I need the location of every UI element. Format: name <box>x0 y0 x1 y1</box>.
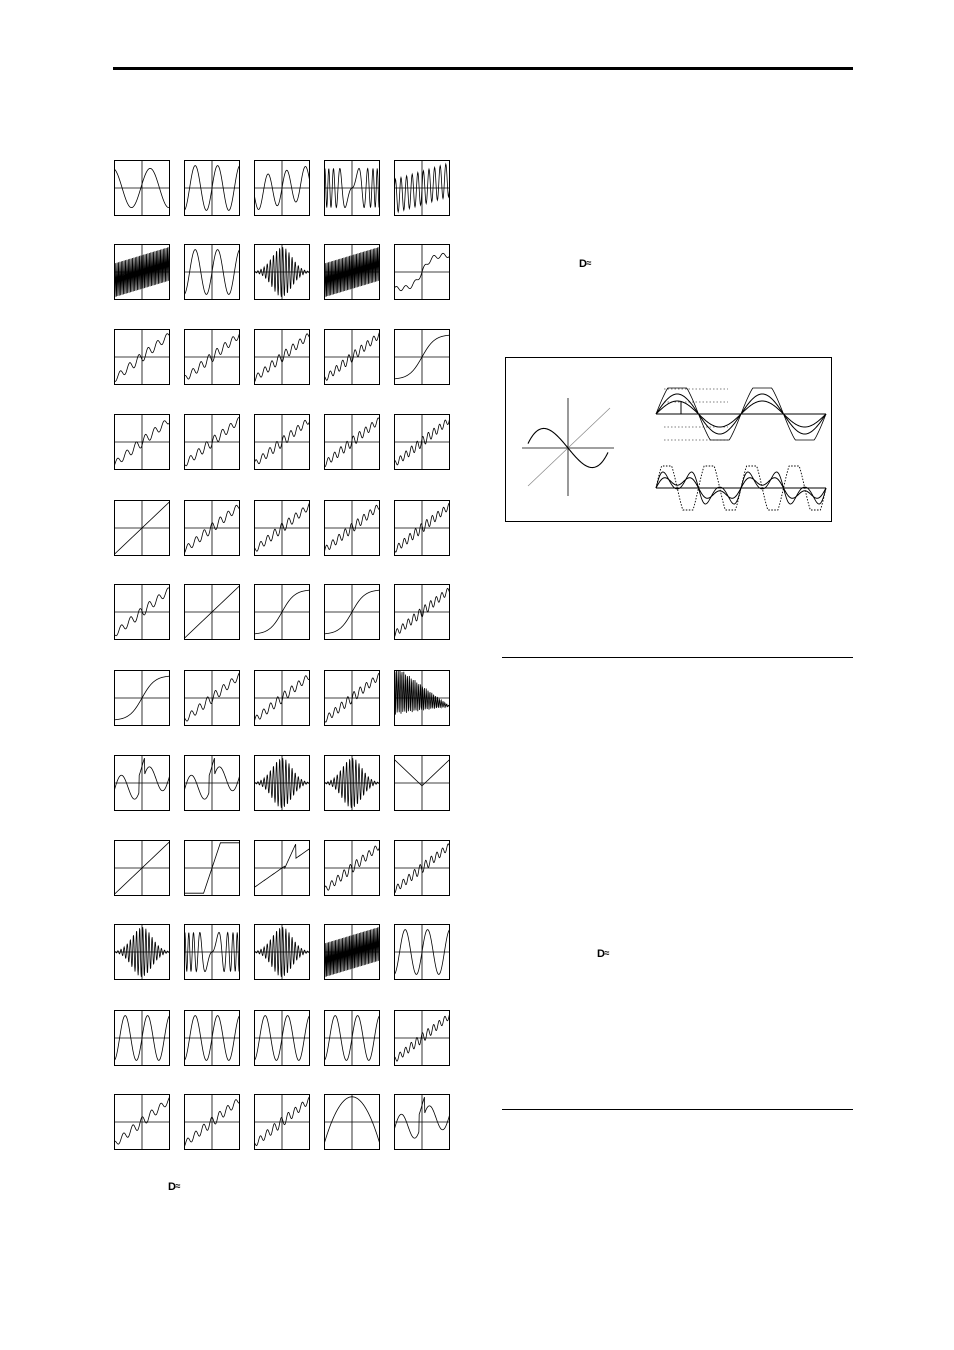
waveshape-graph <box>254 1010 310 1066</box>
waveshape-graph <box>394 840 450 896</box>
waveshape-graph <box>114 160 170 216</box>
waveshape-svg <box>114 1010 170 1066</box>
waveshape-svg <box>324 1010 380 1066</box>
symbol-letter: D <box>597 948 605 960</box>
symbol-letter: D <box>579 258 587 270</box>
waveshape-graph <box>394 1094 450 1150</box>
waveshape-svg <box>324 1094 380 1150</box>
waveshape-svg <box>254 244 310 300</box>
waveshape-graph <box>324 500 380 556</box>
waveshape-graph <box>394 1010 450 1066</box>
waveshape-svg <box>394 500 450 556</box>
waveshape-graph <box>114 500 170 556</box>
transfer-curve-panel <box>522 398 614 496</box>
waveshape-graph <box>394 755 450 811</box>
waveshape-svg <box>324 329 380 385</box>
diagram-svg <box>506 358 831 521</box>
waveshape-graph <box>254 840 310 896</box>
waveshape-svg <box>254 924 310 980</box>
waveshape-svg <box>254 500 310 556</box>
shaped-output-panel <box>656 466 826 510</box>
waveshape-graph <box>114 414 170 470</box>
waveshape-graph <box>394 500 450 556</box>
waveshape-svg <box>394 244 450 300</box>
waveshape-graph <box>254 329 310 385</box>
waveshape-graph <box>324 244 380 300</box>
waveshape-graph <box>254 1094 310 1150</box>
waveshape-svg <box>254 584 310 640</box>
waveshape-graph <box>184 1010 240 1066</box>
waveshape-svg <box>254 414 310 470</box>
symbol-tail: ≈ <box>604 948 609 958</box>
waveshape-graph <box>394 244 450 300</box>
symbol-letter: D <box>168 1181 176 1193</box>
waveshape-svg <box>324 160 380 216</box>
waveshape-graph <box>324 670 380 726</box>
waveshape-svg <box>324 670 380 726</box>
waveshape-graph <box>114 1094 170 1150</box>
waveshape-graph <box>394 160 450 216</box>
waveshape-graph <box>394 414 450 470</box>
waveshape-graph <box>184 160 240 216</box>
waveshape-svg <box>324 755 380 811</box>
waveshape-graph <box>114 584 170 640</box>
waveshape-svg <box>114 329 170 385</box>
waveshape-svg <box>394 1094 450 1150</box>
waveshape-svg <box>184 500 240 556</box>
waveshape-graph <box>184 1094 240 1150</box>
waveshape-graph <box>184 670 240 726</box>
waveshape-svg <box>114 670 170 726</box>
waveshape-graph <box>254 414 310 470</box>
waveshape-graph <box>324 414 380 470</box>
waveshape-svg <box>324 924 380 980</box>
waveshape-graph <box>254 670 310 726</box>
waveshape-svg <box>324 414 380 470</box>
waveshape-graph <box>184 840 240 896</box>
waveshape-graph <box>254 755 310 811</box>
waveshape-graph <box>114 1010 170 1066</box>
waveshape-svg <box>114 755 170 811</box>
waveshape-graph <box>184 584 240 640</box>
waveshape-svg <box>394 755 450 811</box>
waveshape-graph <box>394 329 450 385</box>
waveshape-svg <box>184 244 240 300</box>
waveshape-svg <box>184 1094 240 1150</box>
waveshape-graph <box>324 1094 380 1150</box>
waveshape-svg <box>254 755 310 811</box>
waveshape-svg <box>324 500 380 556</box>
waveshape-svg <box>184 924 240 980</box>
waveshape-graph <box>184 329 240 385</box>
waveshape-svg <box>184 414 240 470</box>
waveshape-graph <box>114 329 170 385</box>
waveshape-svg <box>114 500 170 556</box>
symbol-mark-1 <box>579 257 591 270</box>
waveshape-svg <box>254 670 310 726</box>
waveshape-svg <box>254 1094 310 1150</box>
waveshape-graph <box>394 584 450 640</box>
waveshape-svg <box>324 584 380 640</box>
waveshape-svg <box>184 584 240 640</box>
waveshape-svg <box>394 414 450 470</box>
waveshape-graph <box>184 755 240 811</box>
symbol-tail: ≈ <box>175 1181 180 1191</box>
waveshape-graph <box>324 755 380 811</box>
waveshape-svg <box>324 244 380 300</box>
waveshape-svg <box>394 840 450 896</box>
symbol-mark-2 <box>597 947 609 960</box>
waveshape-graph <box>114 755 170 811</box>
waveshape-svg <box>394 584 450 640</box>
waveshape-svg <box>254 329 310 385</box>
symbol-tail: ≈ <box>586 258 591 268</box>
waveshape-svg <box>184 670 240 726</box>
waveshape-graph <box>184 414 240 470</box>
waveshape-graph <box>114 670 170 726</box>
waveshape-graph <box>184 500 240 556</box>
waveshape-graph <box>324 584 380 640</box>
waveshape-svg <box>184 160 240 216</box>
waveshaping-diagram <box>505 357 832 522</box>
waveshape-svg <box>184 329 240 385</box>
waveshape-svg <box>114 924 170 980</box>
waveshape-graph <box>394 924 450 980</box>
waveshape-graph <box>254 924 310 980</box>
waveshape-svg <box>254 160 310 216</box>
waveshape-svg <box>394 1010 450 1066</box>
waveshape-svg <box>184 755 240 811</box>
waveshape-svg <box>254 1010 310 1066</box>
waveshape-svg <box>114 840 170 896</box>
waveshape-graph <box>254 244 310 300</box>
waveshape-graph <box>184 924 240 980</box>
waveshape-svg <box>394 329 450 385</box>
waveshape-svg <box>324 840 380 896</box>
waveshape-graph <box>254 160 310 216</box>
waveshape-graph <box>324 924 380 980</box>
symbol-mark-3 <box>168 1180 180 1193</box>
waveshape-graph <box>184 244 240 300</box>
waveshape-svg <box>114 584 170 640</box>
waveshape-svg <box>394 670 450 726</box>
waveshape-svg <box>254 840 310 896</box>
waveshape-svg <box>184 1010 240 1066</box>
waveshape-svg <box>184 840 240 896</box>
waveshape-svg <box>394 924 450 980</box>
waveshape-graph <box>324 160 380 216</box>
waveshape-graph <box>114 924 170 980</box>
waveshape-graph <box>324 1010 380 1066</box>
waveshape-graph <box>324 840 380 896</box>
waveshape-svg <box>114 160 170 216</box>
waveshape-svg <box>114 414 170 470</box>
waveshape-graph <box>114 840 170 896</box>
waveshape-graph <box>394 670 450 726</box>
waveshape-graph <box>114 244 170 300</box>
waveshape-graph <box>324 329 380 385</box>
sine-levels-panel <box>656 388 826 440</box>
waveshape-svg <box>114 244 170 300</box>
waveshape-graph <box>254 584 310 640</box>
waveshape-svg <box>114 1094 170 1150</box>
waveshape-svg <box>394 160 450 216</box>
waveshape-graph <box>254 500 310 556</box>
